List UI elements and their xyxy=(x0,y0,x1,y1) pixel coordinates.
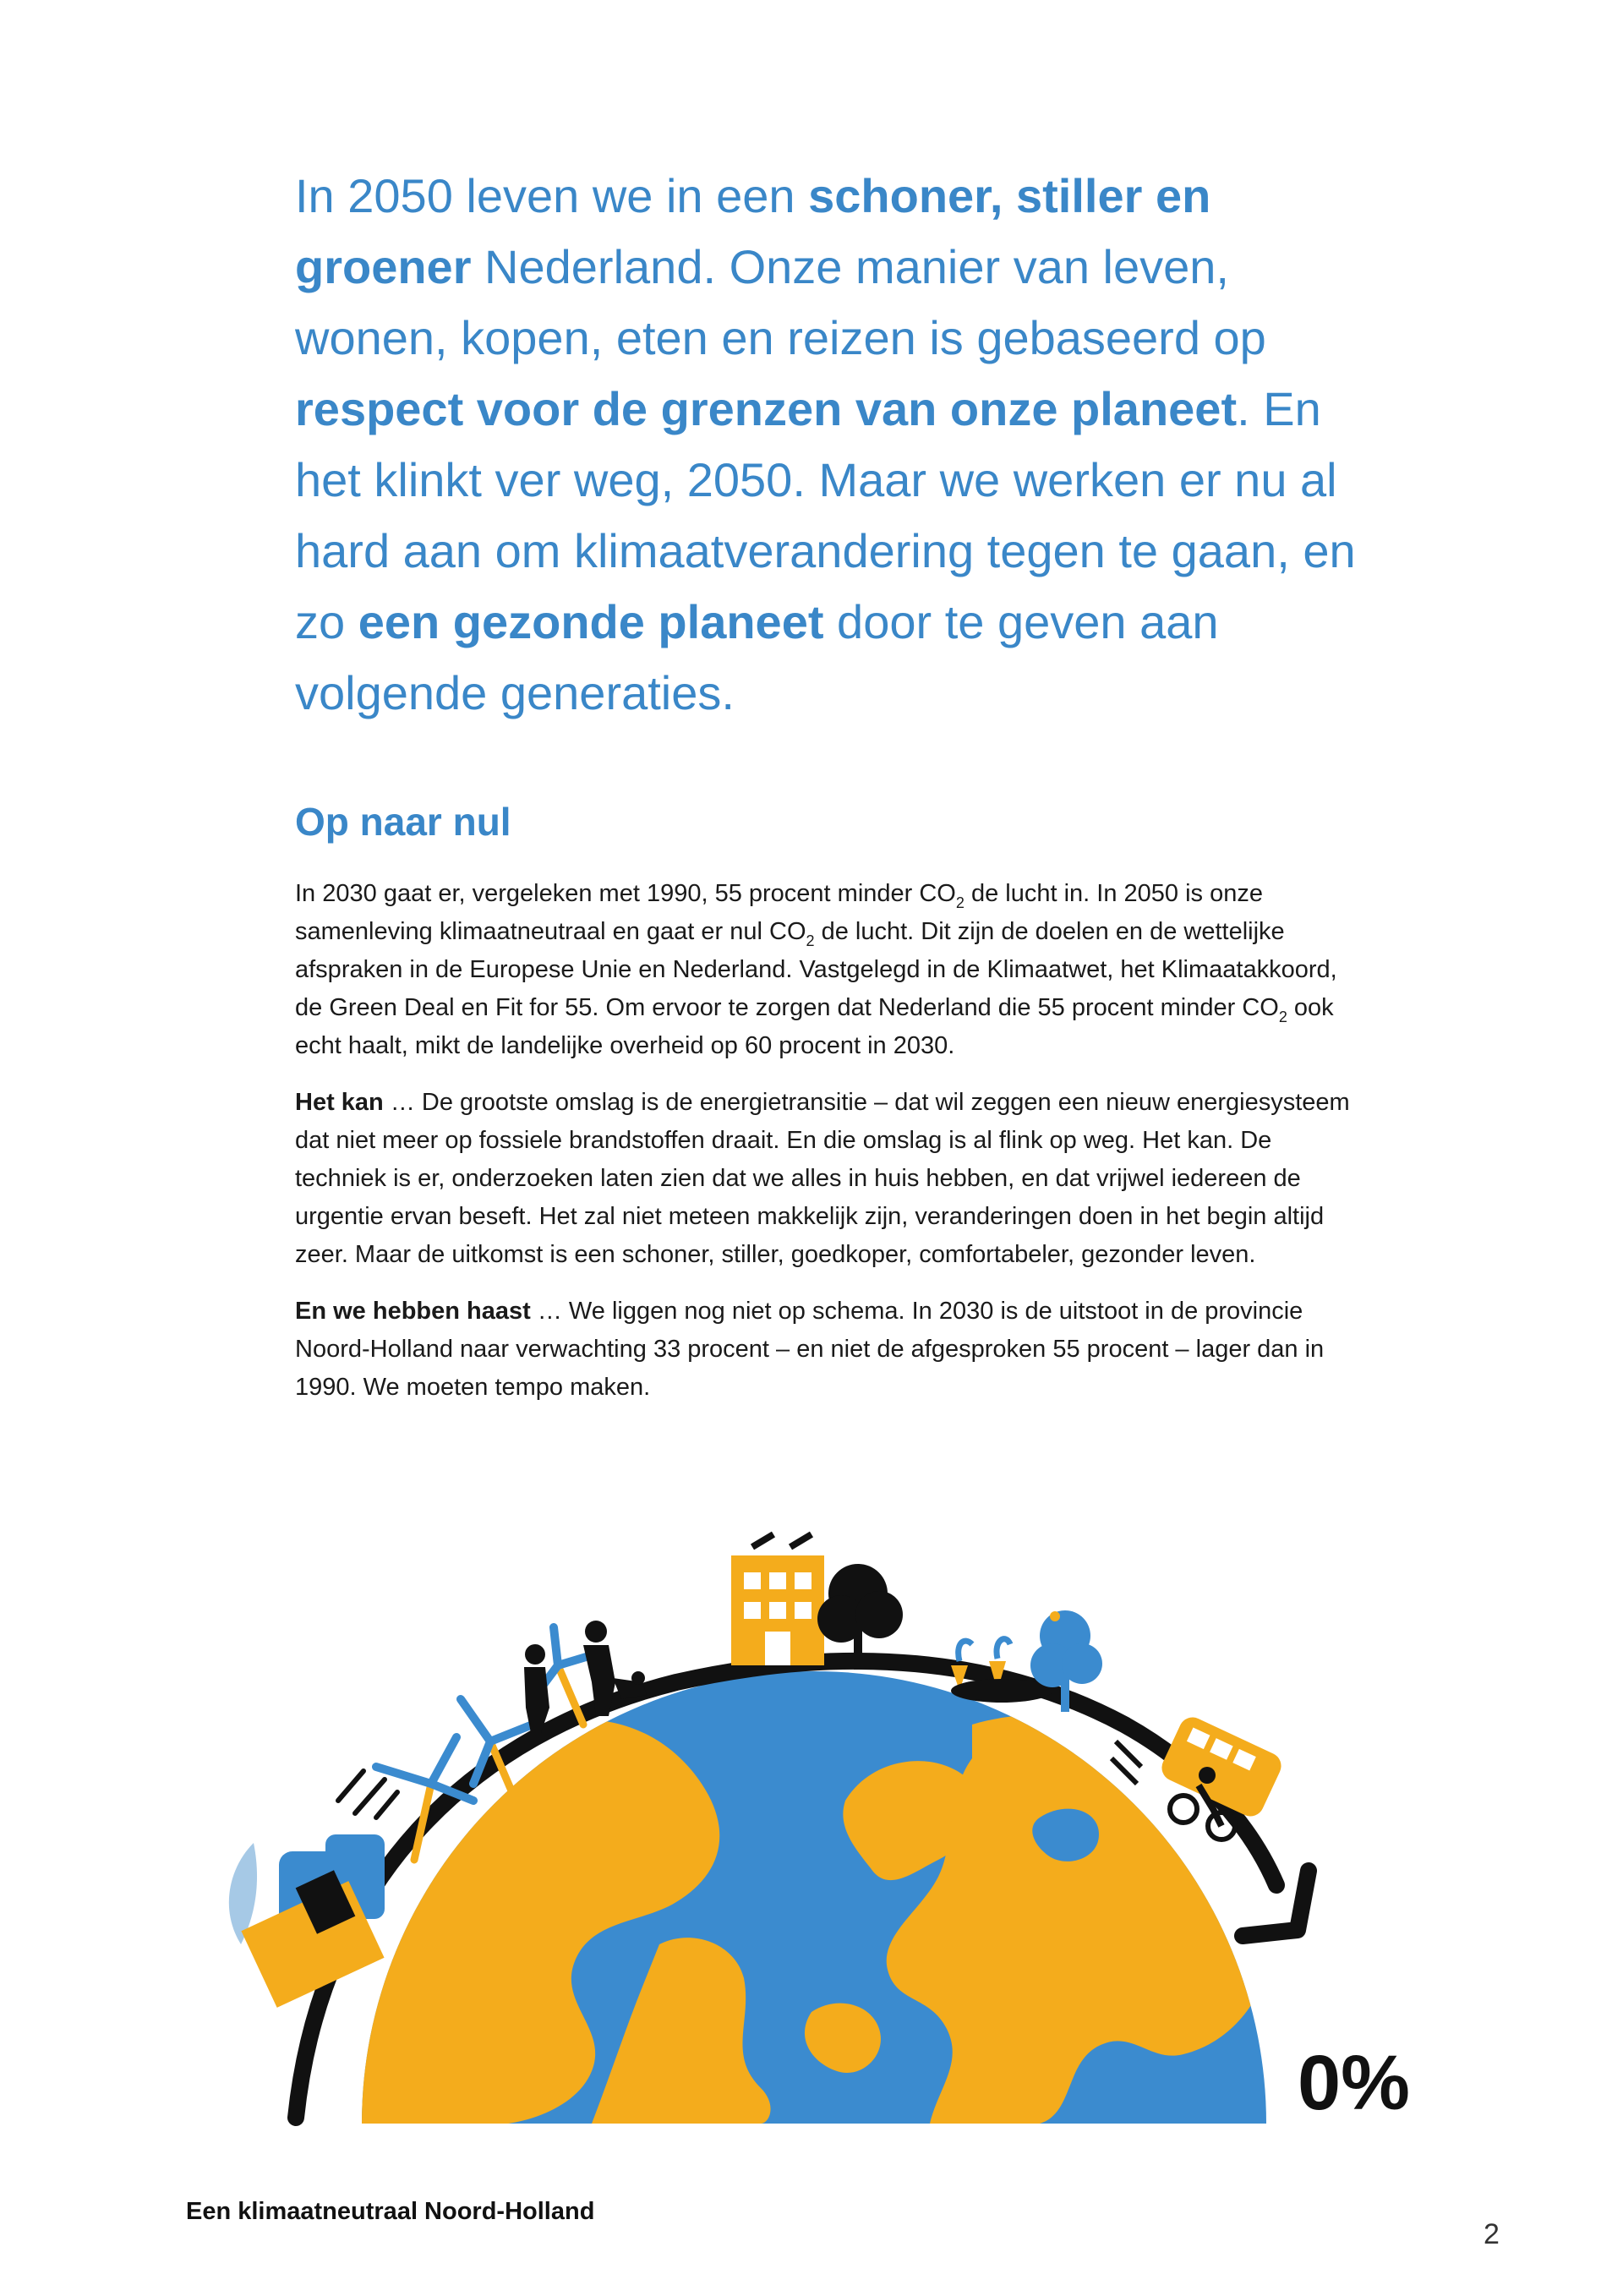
intro-text-3: . En het klinkt ver weg, 2050. Maar we werken er nu al hard aan om klimaatverandering tegen te gaan, en zo xyxy=(295,382,1356,648)
intro-bold-3: een gezonde planeet xyxy=(358,595,824,648)
footer-title: Een klimaatneutraal Noord-Holland xyxy=(186,2198,595,2225)
body-text xyxy=(295,875,1360,1425)
section-title: Op naar nul xyxy=(295,800,511,844)
p1-subscript-1: 2 xyxy=(955,894,965,911)
paragraph-goals xyxy=(295,875,1360,1065)
p1-text-3: de lucht. Dit zijn de doelen en de wettelijke afspraken in de Europese Unie en Nederland. Vastgelegd in de Klimaatwet, het Klimaatakkoord, de Green Deal en Fit for 55. Om ervoor te zorgen dat Nederland die 55 procent minder CO xyxy=(295,918,1337,1021)
p1-subscript-2: 2 xyxy=(806,932,815,949)
intro-text-1: In 2050 leven we in een xyxy=(295,169,809,222)
paragraph-haast xyxy=(295,1293,1360,1407)
p3-text: … We liggen nog niet op schema. In 2030 is de uitstoot in de provincie Noord-Holland naar verwachting 33 procent – en niet de afgesproken 55 procent – lager dan in 1990. We moeten tempo maken. xyxy=(295,1298,1325,1401)
intro-text-4: door te geven aan volgende generaties. xyxy=(295,595,1219,719)
paragraph-het-kan xyxy=(295,1084,1360,1274)
zero-percent-label: 0% xyxy=(1298,2040,1410,2126)
p1-text-1: In 2030 gaat er, vergeleken met 1990, 55 procent minder CO xyxy=(295,880,956,907)
p1-subscript-3: 2 xyxy=(1278,1009,1287,1025)
page-number: 2 xyxy=(1484,2218,1500,2250)
house-icon xyxy=(731,1534,824,1665)
globe-illustration xyxy=(0,1522,1623,2147)
intro-bold-2: respect voor de grenzen van onze planeet xyxy=(295,382,1238,435)
p2-lead: Het kan xyxy=(295,1089,384,1116)
p1-text-2: de lucht in. In 2050 is onze samenleving klimaatneutraal en gaat er nul CO xyxy=(295,880,1263,945)
factory-icon xyxy=(229,1834,385,2008)
p2-text: … De grootste omslag is de energietransitie – dat wil zeggen een nieuw energiesysteem dat niet meer op fossiele brandstoffen draait. En die omslag is al flink op weg. Het kan. De techniek is er, onderzoeken laten zien dat we alles in huis hebben, en dat vrijwel iedereen de urgentie ervan beseft. Het zal niet meteen makkelijk zijn, veranderingen doen in het begin altijd zeer. Maar de uitkomst is een schoner, stiller, goedkoper, comfortabeler, gezonder leven. xyxy=(295,1089,1350,1268)
intro-text-2: Nederland. Onze manier van leven, wonen, kopen, eten en reizen is gebaseerd op xyxy=(295,240,1266,364)
p3-lead: En we hebben haast xyxy=(295,1298,531,1325)
intro-paragraph xyxy=(295,161,1394,729)
intro-bold-1: schoner, stiller en groener xyxy=(295,169,1211,293)
p1-text-4: ook echt haalt, mikt de landelijke overheid op 60 procent in 2030. xyxy=(295,994,1334,1059)
